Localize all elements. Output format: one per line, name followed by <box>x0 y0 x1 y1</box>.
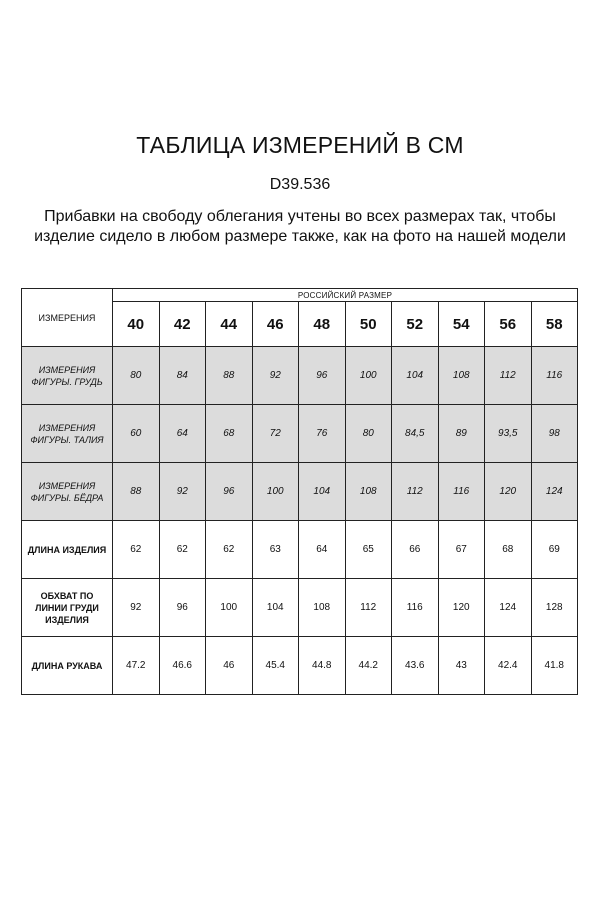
row-label: ДЛИНА ИЗДЕЛИЯ <box>22 521 113 579</box>
table-cell: 100 <box>206 579 253 637</box>
size-table <box>21 288 578 695</box>
size-header-cell: 44 <box>206 302 253 347</box>
table-cell: 104 <box>392 347 439 405</box>
table-cell: 96 <box>159 579 206 637</box>
article-number: D39.536 <box>269 176 331 193</box>
table-row <box>22 521 578 579</box>
table-cell: 128 <box>531 579 578 637</box>
table-cell: 108 <box>345 463 392 521</box>
table-cell: 44.2 <box>345 637 392 695</box>
table-cell: 100 <box>345 347 392 405</box>
table-cell: 92 <box>159 463 206 521</box>
measurements-header: ИЗМЕРЕНИЯ <box>22 289 113 347</box>
table-cell: 98 <box>531 405 578 463</box>
table-cell: 65 <box>345 521 392 579</box>
size-header-cell: 40 <box>113 302 160 347</box>
table-cell: 69 <box>531 521 578 579</box>
size-header-cell: 56 <box>485 302 532 347</box>
table-cell: 124 <box>531 463 578 521</box>
table-cell: 93,5 <box>485 405 532 463</box>
table-cell: 67 <box>438 521 485 579</box>
table-cell: 68 <box>485 521 532 579</box>
row-label: ИЗМЕРЕНИЯ ФИГУРЫ. ГРУДЬ <box>22 347 113 405</box>
table-cell: 43.6 <box>392 637 439 695</box>
table-cell: 84,5 <box>392 405 439 463</box>
table-cell: 45.4 <box>252 637 299 695</box>
table-cell: 46 <box>206 637 253 695</box>
table-cell: 112 <box>485 347 532 405</box>
table-cell: 84 <box>159 347 206 405</box>
size-header-cell: 50 <box>345 302 392 347</box>
table-cell: 41.8 <box>531 637 578 695</box>
table-row <box>22 405 578 463</box>
row-label: ИЗМЕРЕНИЯ ФИГУРЫ. ТАЛИЯ <box>22 405 113 463</box>
row-label: ИЗМЕРЕНИЯ ФИГУРЫ. БЁДРА <box>22 463 113 521</box>
table-cell: 116 <box>438 463 485 521</box>
table-cell: 63 <box>252 521 299 579</box>
table-cell: 47.2 <box>113 637 160 695</box>
table-row <box>22 579 578 637</box>
table-cell: 112 <box>345 579 392 637</box>
table-cell: 88 <box>206 347 253 405</box>
table-cell: 88 <box>113 463 160 521</box>
table-row <box>22 637 578 695</box>
size-header-cell: 52 <box>392 302 439 347</box>
table-cell: 108 <box>299 579 346 637</box>
table-cell: 60 <box>113 405 160 463</box>
row-label: ОБХВАТ ПО ЛИНИИ ГРУДИ ИЗДЕЛИЯ <box>22 579 113 637</box>
table-cell: 96 <box>206 463 253 521</box>
table-cell: 100 <box>252 463 299 521</box>
table-cell: 68 <box>206 405 253 463</box>
russian-size-header: РОССИЙСКИЙ РАЗМЕР <box>113 289 578 302</box>
table-row <box>22 463 578 521</box>
table-header-row-group <box>22 289 578 302</box>
table-cell: 80 <box>113 347 160 405</box>
size-header-cell: 54 <box>438 302 485 347</box>
fit-note: Прибавки на свободу облегания учтены во всех размерах так, чтобы изделие сидело в любом размере также, как на фото на нашей модели <box>34 208 566 245</box>
size-header-cell: 46 <box>252 302 299 347</box>
table-cell: 62 <box>113 521 160 579</box>
row-label: ДЛИНА РУКАВА <box>22 637 113 695</box>
table-cell: 62 <box>206 521 253 579</box>
table-cell: 44.8 <box>299 637 346 695</box>
table-cell: 80 <box>345 405 392 463</box>
table-body <box>22 347 578 695</box>
table-cell: 116 <box>392 579 439 637</box>
table-cell: 72 <box>252 405 299 463</box>
page-title: ТАБЛИЦА ИЗМЕРЕНИЙ В СМ <box>136 132 464 158</box>
size-header-cell: 58 <box>531 302 578 347</box>
table-row <box>22 347 578 405</box>
table-cell: 92 <box>113 579 160 637</box>
size-header-cell: 42 <box>159 302 206 347</box>
table-cell: 112 <box>392 463 439 521</box>
table-cell: 116 <box>531 347 578 405</box>
table-cell: 124 <box>485 579 532 637</box>
table-cell: 96 <box>299 347 346 405</box>
table-cell: 42.4 <box>485 637 532 695</box>
table-cell: 120 <box>438 579 485 637</box>
size-header-cell: 48 <box>299 302 346 347</box>
table-cell: 104 <box>252 579 299 637</box>
table-cell: 92 <box>252 347 299 405</box>
table-cell: 108 <box>438 347 485 405</box>
table-cell: 104 <box>299 463 346 521</box>
table-cell: 64 <box>159 405 206 463</box>
table-cell: 66 <box>392 521 439 579</box>
table-cell: 89 <box>438 405 485 463</box>
table-cell: 76 <box>299 405 346 463</box>
table-cell: 64 <box>299 521 346 579</box>
table-cell: 62 <box>159 521 206 579</box>
table-cell: 120 <box>485 463 532 521</box>
table-cell: 43 <box>438 637 485 695</box>
table-cell: 46.6 <box>159 637 206 695</box>
